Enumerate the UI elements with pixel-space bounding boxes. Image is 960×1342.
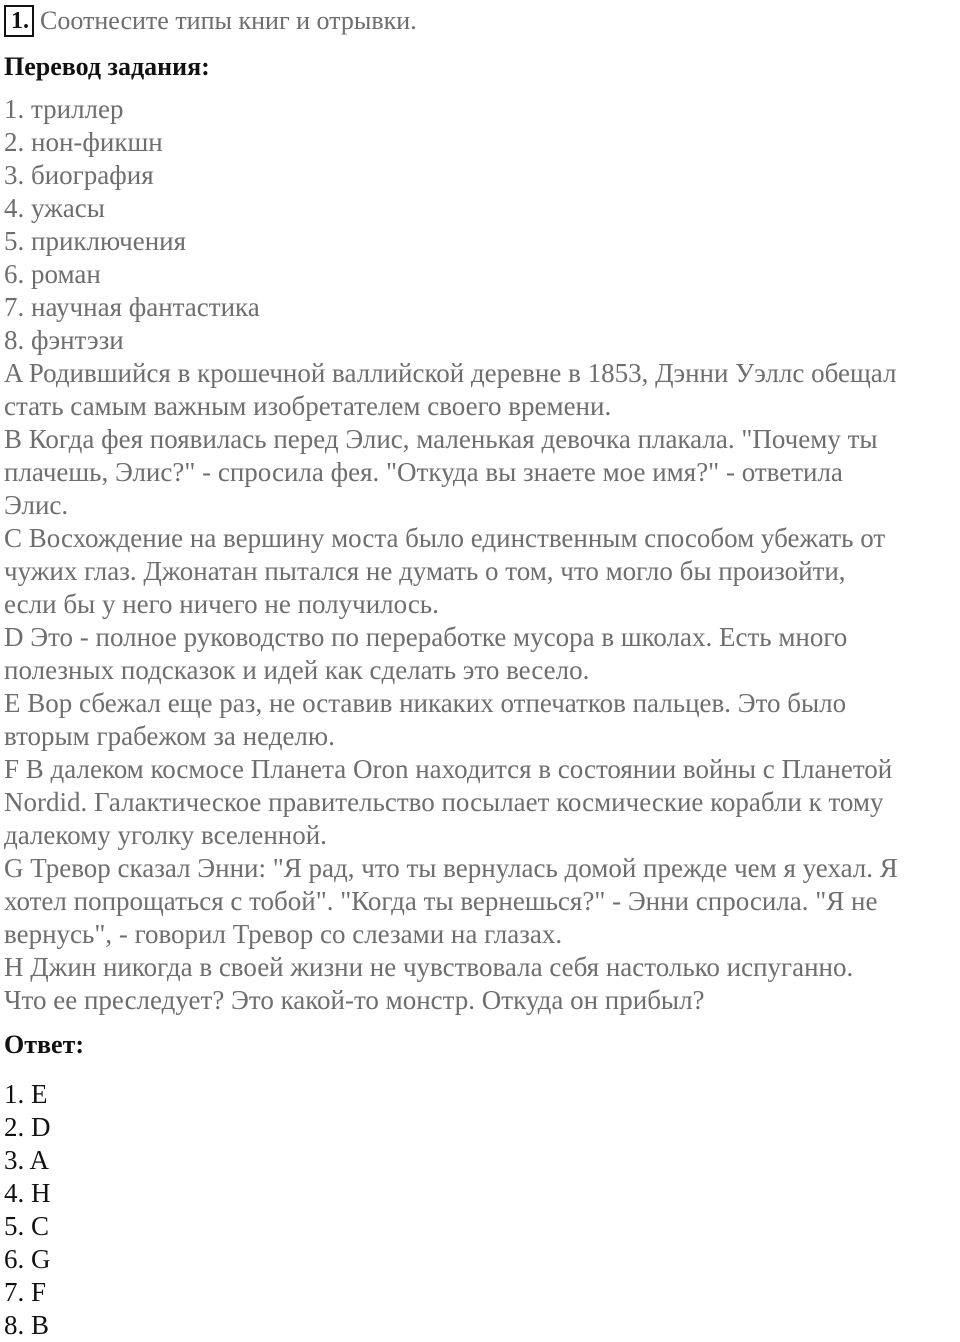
- genre-item: 5. приключения: [4, 226, 187, 256]
- task-number: 1.: [4, 5, 34, 37]
- excerpt-line: F В далеком космосе Планета Oron находится в состоянии войны с Планетой: [4, 754, 893, 784]
- excerpt-g: [4, 852, 958, 951]
- excerpt-f: [4, 753, 958, 852]
- excerpt-line: Что ее преследует? Это какой-то монстр. Откуда он прибыл?: [4, 985, 705, 1015]
- excerpt-a: [4, 357, 958, 423]
- excerpt-b: [4, 423, 958, 522]
- answer-item: 7. F: [4, 1277, 47, 1307]
- excerpt-line: G Тревор сказал Энни: "Я рад, что ты вернулась домой прежде чем я уехал. Я: [4, 853, 898, 883]
- excerpt-list: [4, 357, 958, 1017]
- answer-item: 2. D: [4, 1112, 51, 1142]
- genre-item: 6. роман: [4, 259, 101, 289]
- excerpt-line: вернусь", - говорил Тревор со слезами на глазах.: [4, 919, 563, 949]
- excerpt-line: D Это - полное руководство по переработке мусора в школах. Есть много: [4, 622, 848, 652]
- genre-item: 8. фэнтэзи: [4, 325, 124, 355]
- answer-item: 1. E: [4, 1079, 48, 1109]
- excerpt-h: [4, 951, 958, 1017]
- excerpt-line: если бы у него ничего не получилось.: [4, 589, 439, 619]
- excerpt-line: Элис.: [4, 490, 69, 520]
- excerpt-d: [4, 621, 958, 687]
- task-instruction: Соотнесите типы книг и отрывки.: [40, 5, 417, 35]
- page: [4, 0, 958, 1342]
- excerpt-line: вторым грабежом за неделю.: [4, 721, 335, 751]
- excerpt-c: [4, 522, 958, 621]
- excerpt-line: чужих глаз. Джонатан пытался не думать о том, что могло бы произойти,: [4, 556, 846, 586]
- task-header: [4, 0, 958, 41]
- excerpt-line: далекому уголку вселенной.: [4, 820, 327, 850]
- excerpt-line: H Джин никогда в своей жизни не чувствовала себя настолько испуганно.: [4, 952, 854, 982]
- genre-item: 3. биография: [4, 160, 154, 190]
- answer-item: 6. G: [4, 1244, 51, 1274]
- answer-item: 4. H: [4, 1178, 51, 1208]
- excerpt-e: [4, 687, 958, 753]
- answer-title: Ответ:: [4, 1030, 85, 1059]
- genre-item: 1. триллер: [4, 94, 124, 124]
- translation-title: Перевод задания:: [4, 52, 210, 81]
- excerpt-line: стать самым важным изобретателем своего времени.: [4, 391, 612, 421]
- excerpt-line: B Когда фея появилась перед Элис, маленькая девочка плакала. "Почему ты: [4, 424, 878, 454]
- excerpt-line: полезных подсказок и идей как сделать это весело.: [4, 655, 590, 685]
- excerpt-line: хотел попрощаться с тобой". "Когда ты вернешься?" - Энни спросила. "Я не: [4, 886, 878, 916]
- answer-list: [4, 1078, 958, 1342]
- excerpt-line: Nordid. Галактическое правительство посылает космические корабли к тому: [4, 787, 884, 817]
- excerpt-line: плачешь, Элис?" - спросила фея. "Откуда вы знаете мое имя?" - ответила: [4, 457, 843, 487]
- genre-item: 2. нон-фикшн: [4, 127, 163, 157]
- answer-item: 3. A: [4, 1145, 50, 1175]
- excerpt-line: E Вор сбежал еще раз, не оставив никаких отпечатков пальцев. Это было: [4, 688, 847, 718]
- genre-list: [4, 93, 958, 357]
- genre-item: 4. ужасы: [4, 193, 105, 223]
- answer-item: 5. C: [4, 1211, 50, 1241]
- excerpt-line: A Родившийся в крошечной валлийской деревне в 1853, Дэнни Уэллс обещал: [4, 358, 897, 388]
- answer-item: 8. B: [4, 1310, 50, 1340]
- genre-item: 7. научная фантастика: [4, 292, 260, 322]
- excerpt-line: C Восхождение на вершину моста было единственным способом убежать от: [4, 523, 886, 553]
